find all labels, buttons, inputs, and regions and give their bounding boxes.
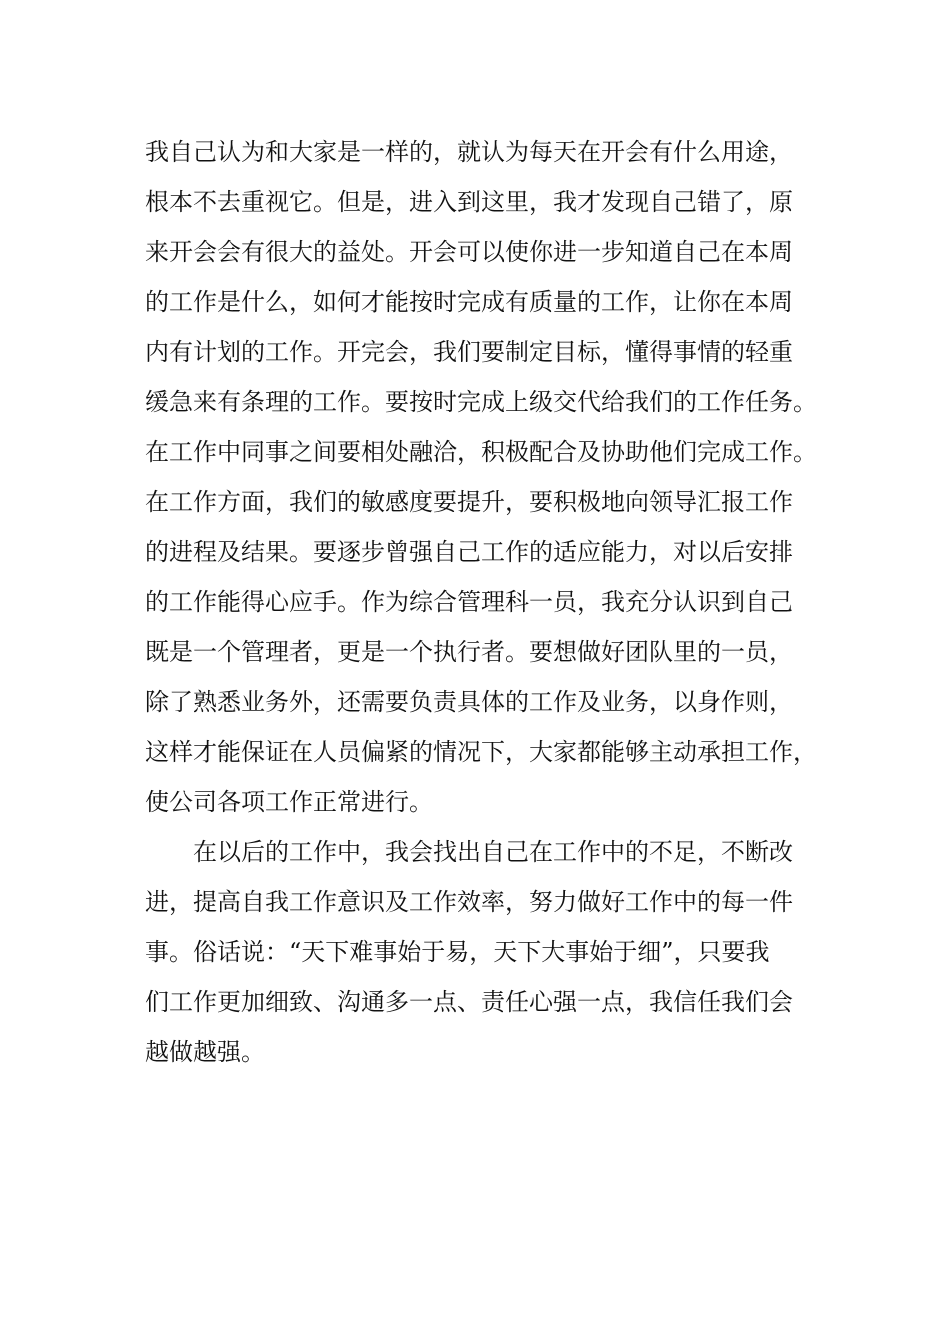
text-line: 事。俗话说：“天下难事始于易，天下大事始于细”，只要我 [145,938,770,966]
text-line: 在工作方面，我们的敏感度要提升，要积极地向领导汇报工作 [145,488,793,516]
text-line: 缓急来有条理的工作。要按时完成上级交代给我们的工作任务。 [145,388,817,416]
text-line: 我自己认为和大家是一样的，就认为每天在开会有什么用途， [145,138,793,166]
text-line: 的工作是什么，如何才能按时完成有质量的工作，让你在本周 [145,288,793,316]
text-line: 越做越强。 [145,1038,265,1066]
text-line: 除了熟悉业务外，还需要负责具体的工作及业务，以身作则， [145,688,793,716]
body-text [145,127,835,1077]
text-line: 在工作中同事之间要相处融洽，积极配合及协助他们完成工作。 [145,438,817,466]
text-line: 内有计划的工作。开完会，我们要制定目标，懂得事情的轻重 [145,338,793,366]
text-line: 使公司各项工作正常进行。 [145,788,433,816]
text-line: 的工作能得心应手。作为综合管理科一员，我充分认识到自己 [145,588,793,616]
text-line: 来开会会有很大的益处。开会可以使你进一步知道自己在本周 [145,238,793,266]
text-line: 进，提高自我工作意识及工作效率，努力做好工作中的每一件 [145,888,793,916]
text-line: 们工作更加细致、沟通多一点、责任心强一点，我信任我们会 [145,988,793,1016]
text-line: 既是一个管理者，更是一个执行者。要想做好团队里的一员， [145,638,793,666]
text-line: 的进程及结果。要逐步曾强自己工作的适应能力，对以后安排 [145,538,793,566]
text-line: 这样才能保证在人员偏紧的情况下，大家都能够主动承担工作， [145,738,817,766]
text-line: 根本不去重视它。但是，进入到这里，我才发现自己错了，原 [145,188,793,216]
paragraph-first-line: 在以后的工作中，我会找出自己在工作中的不足，不断改 [193,838,793,866]
